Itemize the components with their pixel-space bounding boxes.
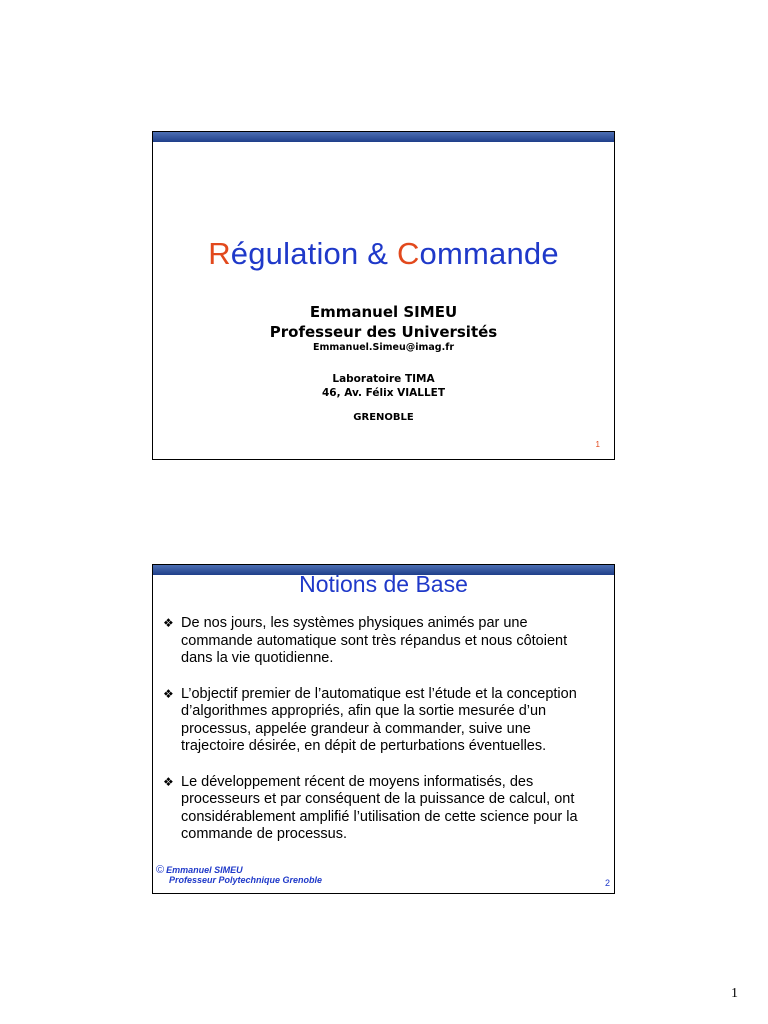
list-item: [163, 774, 584, 844]
slide-2-page-number: 2: [604, 878, 610, 888]
lab-name: Laboratoire TIMA: [332, 373, 435, 385]
footer-affiliation: Professeur Polytechnique Grenoble: [169, 875, 323, 885]
bullet-text: De nos jours, les systèmes physiques animés par une commande automatique sont très répandus et nous côtoient dans la vie quotidienne.: [181, 615, 568, 666]
lab-city: GRENOBLE: [353, 412, 414, 423]
author-email: Emmanuel.Simeu@imag.fr: [312, 342, 455, 353]
slide-1-title: [153, 236, 614, 272]
copyright-icon: ©: [156, 864, 165, 876]
list-item: [163, 615, 584, 668]
title-letter-r: R: [208, 236, 231, 271]
author-name: Emmanuel SIMEU: [309, 303, 458, 321]
bullet-text: L’objectif premier de l’automatique est l’étude et la conception d’algorithmes appropriés, afin que la sortie mesurée d’un processus, appelée grandeur à commander, suive une trajectoire désirée, en dépit de perturbations éventuelles.: [181, 685, 577, 754]
slide-header-bar: [153, 132, 614, 142]
diamond-bullet-icon: ❖: [163, 616, 174, 630]
slide-1: [152, 131, 615, 460]
slide-2: [152, 564, 615, 894]
author-block: [153, 302, 614, 342]
slide-2-title: Notions de Base: [299, 571, 468, 597]
title-part-ommande: ommande: [419, 236, 559, 271]
slide-footer: [156, 865, 322, 885]
author-title: Professeur des Universités: [269, 323, 498, 341]
lab-block: [153, 372, 614, 400]
bullet-text: Le développement récent de moyens informatisés, des processeurs et par conséquent de la puissance de calcul, ont considérablement amplifié l’utilisation de cette science pour la commande de processus.: [181, 773, 578, 842]
title-letter-c: C: [396, 236, 420, 271]
diamond-bullet-icon: ❖: [163, 686, 174, 701]
list-item: [163, 686, 584, 756]
lab-address: 46, Av. Félix VIALLET: [321, 387, 445, 399]
document-page-number: 1: [731, 986, 738, 1001]
bullet-list: [163, 615, 584, 862]
title-part-egulation: égulation &: [230, 236, 397, 271]
diamond-bullet-icon: ❖: [163, 774, 174, 789]
slide-1-page-number: 1: [595, 440, 600, 449]
footer-author: Emmanuel SIMEU: [166, 865, 243, 875]
